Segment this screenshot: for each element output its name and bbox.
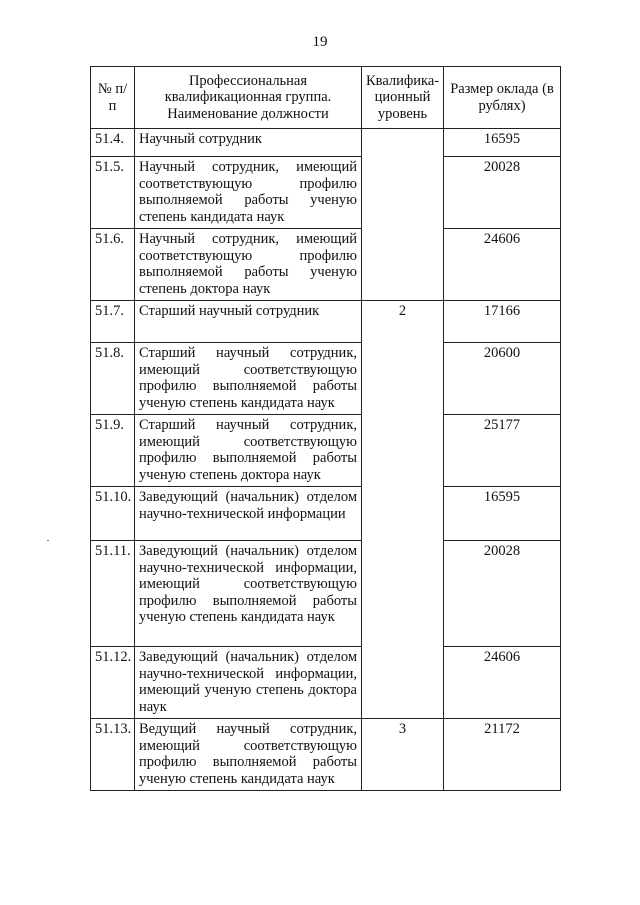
row-salary: 16595	[444, 129, 561, 157]
row-num: 51.11.	[91, 541, 135, 647]
row-salary: 21172	[444, 719, 561, 791]
row-num: 51.5.	[91, 157, 135, 229]
row-salary: 20028	[444, 541, 561, 647]
salary-table	[90, 66, 561, 791]
row-salary: 25177	[444, 415, 561, 487]
table-row	[91, 229, 561, 301]
row-num: 51.10.	[91, 487, 135, 541]
table-row	[91, 157, 561, 229]
table-header-row	[91, 67, 561, 129]
row-level: 3	[362, 719, 444, 791]
row-position: Заведующий (начальник) отделом научно-технической информации	[135, 487, 362, 541]
table-row	[91, 719, 561, 791]
row-position: Старший научный сотрудник	[135, 301, 362, 343]
row-salary: 20600	[444, 343, 561, 415]
header-num: № п/п	[91, 67, 135, 129]
table-row	[91, 415, 561, 487]
row-position: Старший научный сотрудник, имеющий соответствующую профилю выполняемой работы ученую степень кандидата наук	[135, 343, 362, 415]
row-num: 51.13.	[91, 719, 135, 791]
row-salary: 17166	[444, 301, 561, 343]
table-row	[91, 129, 561, 157]
row-num: 51.6.	[91, 229, 135, 301]
row-position: Старший научный сотрудник, имеющий соответствующую профилю выполняемой работы ученую степень доктора наук	[135, 415, 362, 487]
table-row	[91, 541, 561, 647]
row-level: 2	[362, 301, 444, 719]
table-row	[91, 301, 561, 343]
row-salary: 16595	[444, 487, 561, 541]
row-num: 51.8.	[91, 343, 135, 415]
row-num: 51.12.	[91, 647, 135, 719]
row-position: Заведующий (начальник) отделом научно-технической информации, имеющий соответствующую профилю выполняемой работы ученую степень кандидата наук	[135, 541, 362, 647]
page-number: 19	[312, 34, 328, 50]
row-num: 51.4.	[91, 129, 135, 157]
table-row	[91, 647, 561, 719]
row-salary: 20028	[444, 157, 561, 229]
table-row	[91, 487, 561, 541]
row-position: Научный сотрудник	[135, 129, 362, 157]
header-salary: Размер оклада (в рублях)	[444, 67, 561, 129]
row-level	[362, 129, 444, 301]
header-level: Квалифика-ционный уровень	[362, 67, 444, 129]
row-position: Ведущий научный сотрудник, имеющий соответствующую профилю выполняемой работы ученую степень кандидата наук	[135, 719, 362, 791]
row-salary: 24606	[444, 229, 561, 301]
row-position: Заведующий (начальник) отделом научно-технической информации, имеющий ученую степень доктора наук	[135, 647, 362, 719]
row-num: 51.9.	[91, 415, 135, 487]
header-name: Профессиональная квалификационная группа. Наименование должности	[135, 67, 362, 129]
row-salary: 24606	[444, 647, 561, 719]
row-position: Научный сотрудник, имеющий соответствующую профилю выполняемой работы ученую степень доктора наук	[135, 229, 362, 301]
scan-speck	[47, 540, 49, 541]
row-position: Научный сотрудник, имеющий соответствующую профилю выполняемой работы ученую степень кандидата наук	[135, 157, 362, 229]
row-num: 51.7.	[91, 301, 135, 343]
table-row	[91, 343, 561, 415]
